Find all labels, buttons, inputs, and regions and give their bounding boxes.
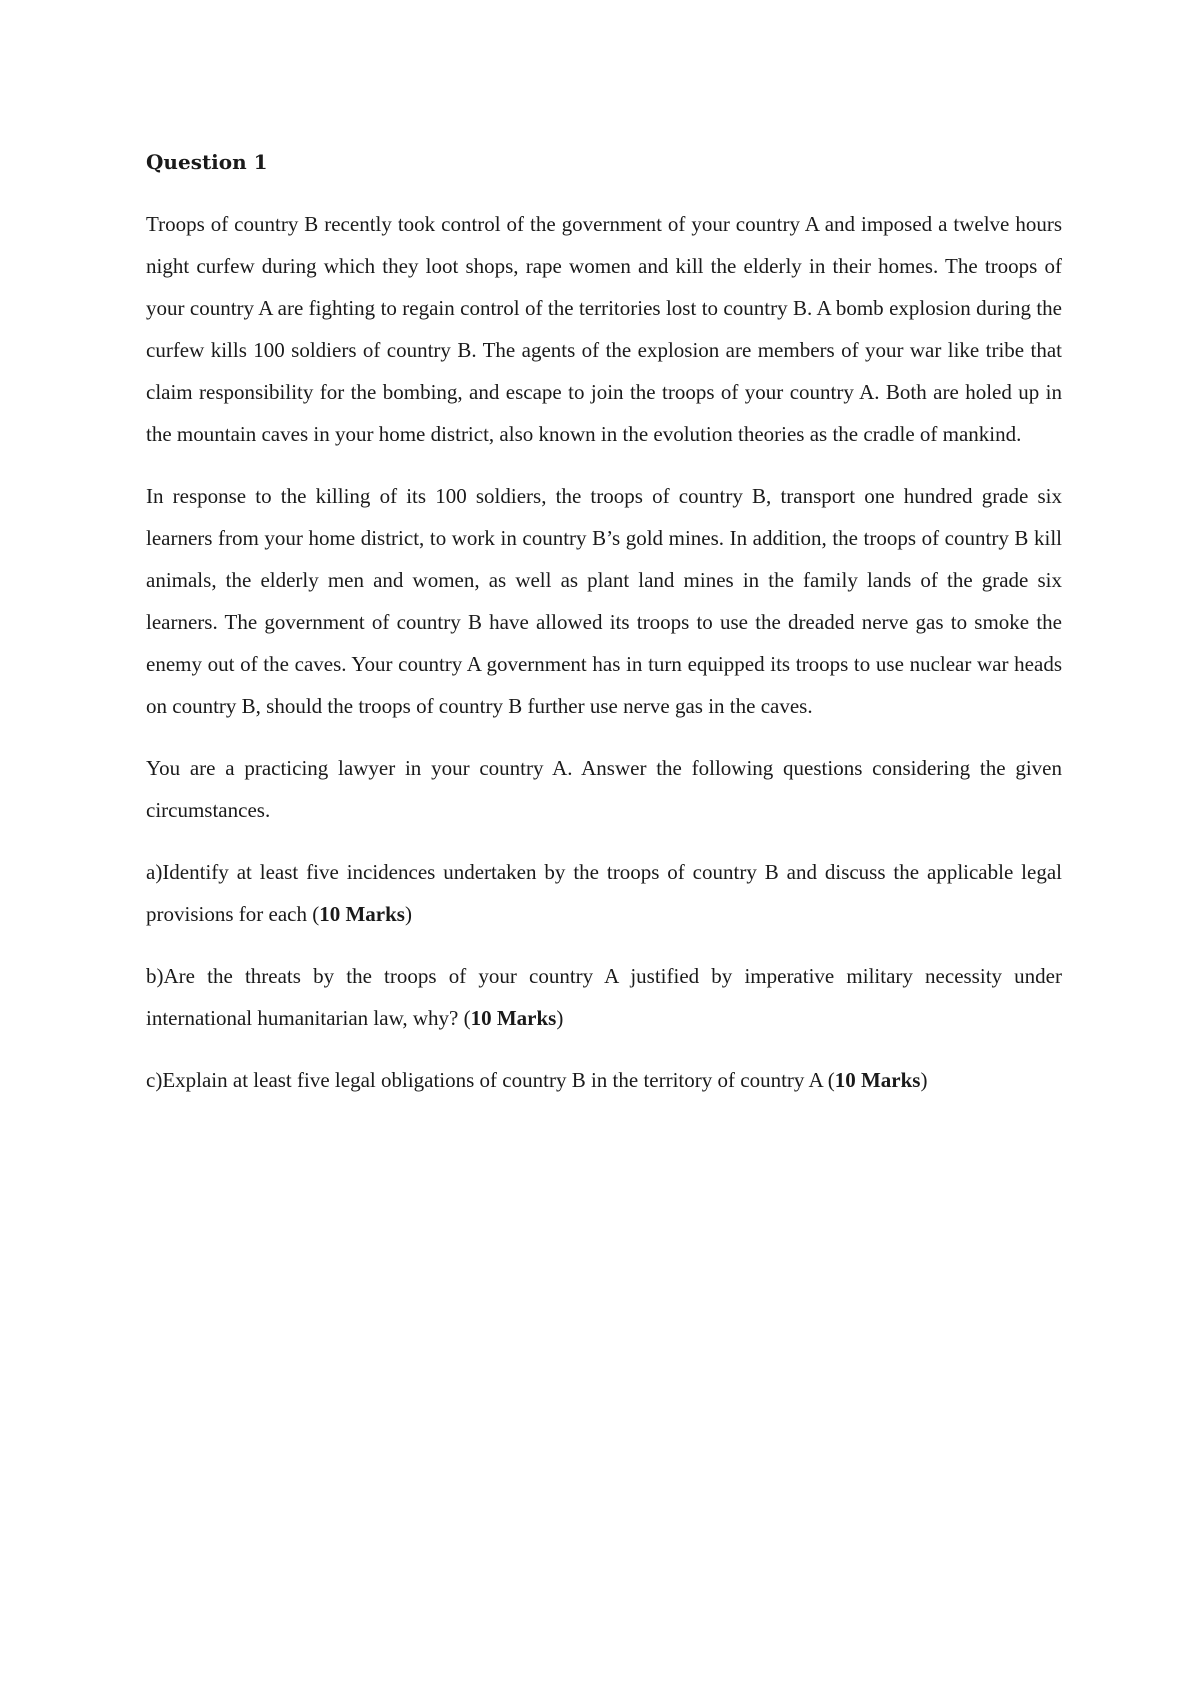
question-c <box>146 1059 1062 1101</box>
document-body <box>146 141 1062 1121</box>
question-b <box>146 955 1062 1039</box>
question-b-marks: 10 Marks <box>470 1006 557 1030</box>
question-title: Question 1 <box>146 150 268 174</box>
scenario-paragraph-1: Troops of country B recently took control of the government of your country A and imposed a twelve hours night curfew during which they loot shops, rape women and kill the elderly in their homes. The troops of your country A are fighting to regain control of the territories lost to country B. A bomb explosion during the curfew kills 100 soldiers of country B. The agents of the explosion are members of your war like tribe that claim responsibility for the bombing, and escape to join the troops of your country A. Both are holed up in the mountain caves in your home district, also known in the evolution theories as the cradle of mankind. <box>146 212 1062 446</box>
question-a-close: ) <box>404 902 412 926</box>
question-a-text: a)Identify at least five incidences undertaken by the troops of country B and discuss the applicable legal provisions for each ( <box>146 860 1062 926</box>
question-c-text: c)Explain at least five legal obligations of country B in the territory of country A ( <box>146 1068 835 1092</box>
question-b-text: b)Are the threats by the troops of your country A justified by imperative military necessity under international humanitarian law, why? ( <box>146 964 1062 1030</box>
scenario-paragraph-2: In response to the killing of its 100 soldiers, the troops of country B, transport one hundred grade six learners from your home district, to work in country B’s gold mines. In addition, the troops of country B kill animals, the elderly men and women, as well as plant land mines in the family lands of the grade six learners. The government of country B have allowed its troops to use the dreaded nerve gas to smoke the enemy out of the caves. Your country A government has in turn equipped its troops to use nuclear war heads on country B, should the troops of country B further use nerve gas in the caves. <box>146 484 1062 718</box>
question-b-close: ) <box>556 1006 564 1030</box>
question-a <box>146 851 1062 935</box>
question-a-marks: 10 Marks <box>319 902 405 926</box>
question-c-close: ) <box>920 1068 928 1092</box>
instruction-paragraph: You are a practicing lawyer in your country A. Answer the following questions considering the given circumstances. <box>146 756 1062 822</box>
question-c-marks: 10 Marks <box>834 1068 921 1092</box>
